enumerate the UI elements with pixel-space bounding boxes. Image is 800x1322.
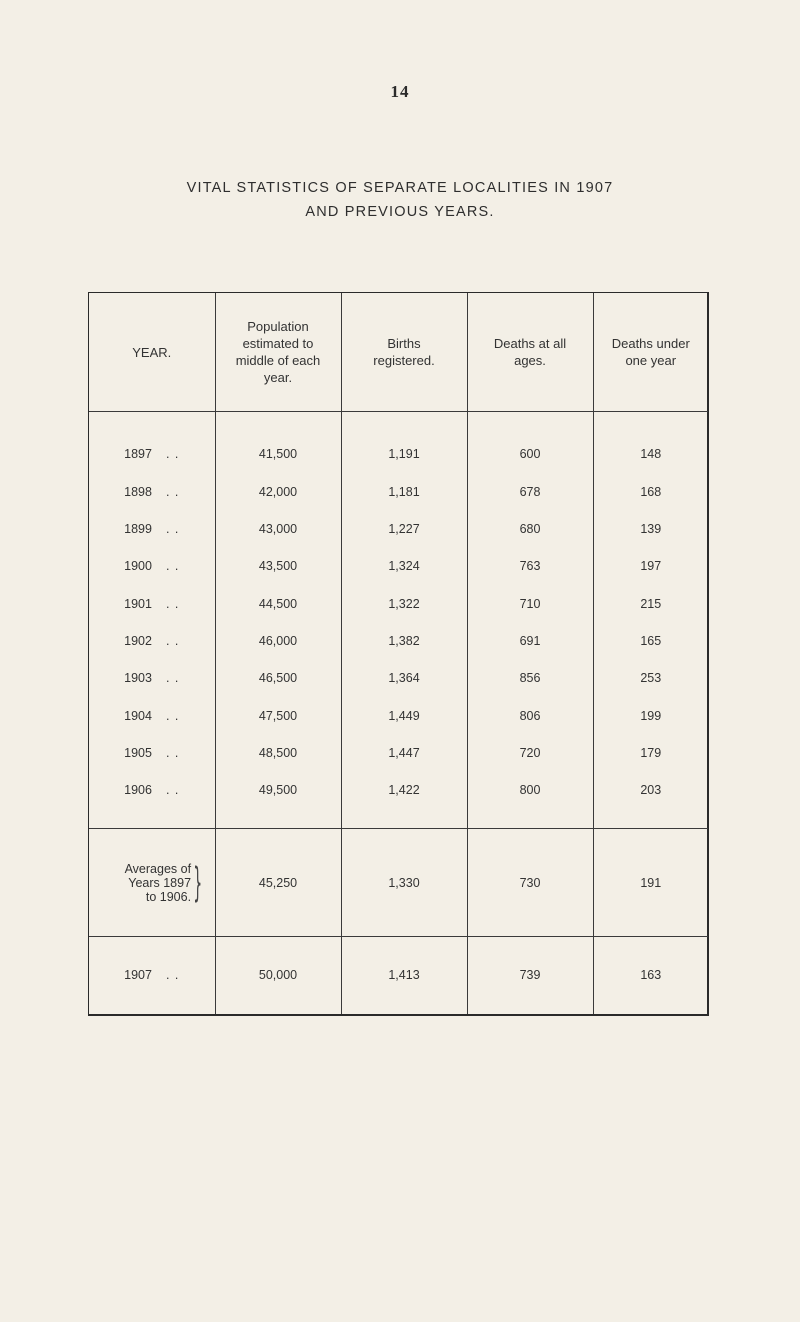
deaths-infant-cell: 163 (593, 936, 708, 1014)
table-row (89, 697, 708, 734)
births-cell: 1,413 (341, 936, 467, 1014)
deaths-all-cell: 710 (467, 585, 593, 622)
deaths-all-cell: 800 (467, 772, 593, 809)
deaths-infant-cell: 253 (593, 660, 708, 697)
year-cell: 1897 . . (124, 447, 180, 462)
deaths-all-cell: 856 (467, 660, 593, 697)
header-deaths-all-ages: Deaths at all ages. (467, 293, 593, 412)
deaths-infant-cell: 179 (593, 734, 708, 771)
title-line-1: VITAL STATISTICS OF SEPARATE LOCALITIES IN 1907 (186, 180, 614, 196)
vital-statistics-table (89, 293, 708, 1014)
table-row (89, 473, 708, 510)
table-row (89, 622, 708, 659)
population-cell: 46,500 (215, 660, 341, 697)
births-cell: 1,191 (341, 436, 467, 473)
table-row (89, 734, 708, 771)
title-line-2: AND PREVIOUS YEARS. (305, 204, 495, 220)
page-number: 14 (390, 82, 410, 101)
avg-population-cell: 45,250 (215, 829, 341, 937)
deaths-infant-cell: 215 (593, 585, 708, 622)
deaths-infant-cell: 199 (593, 697, 708, 734)
avg-deaths-infant-cell: 191 (593, 829, 708, 937)
spacer-row (89, 412, 708, 436)
deaths-infant-cell: 203 (593, 772, 708, 809)
population-cell: 43,000 (215, 510, 341, 547)
table-row (89, 548, 708, 585)
year-cell: 1902 . . (124, 633, 180, 648)
population-cell: 46,000 (215, 622, 341, 659)
deaths-all-cell: 763 (467, 548, 593, 585)
deaths-infant-cell: 165 (593, 622, 708, 659)
births-cell: 1,324 (341, 548, 467, 585)
population-cell: 41,500 (215, 436, 341, 473)
deaths-all-cell: 691 (467, 622, 593, 659)
births-cell: 1,422 (341, 772, 467, 809)
table-row (89, 585, 708, 622)
population-cell: 44,500 (215, 585, 341, 622)
avg-deaths-all-cell: 730 (467, 829, 593, 937)
table-row (89, 660, 708, 697)
averages-label-cell (89, 829, 215, 937)
averages-label: Averages of Years 1897 to 1906. (124, 861, 192, 904)
year-cell: 1898 . . (124, 484, 180, 499)
births-cell: 1,449 (341, 697, 467, 734)
deaths-infant-cell: 139 (593, 510, 708, 547)
current-year-row (89, 936, 708, 1014)
population-cell: 42,000 (215, 473, 341, 510)
header-year: YEAR. (89, 293, 215, 412)
page-title (0, 176, 800, 224)
table-row (89, 510, 708, 547)
year-cell: 1903 . . (124, 671, 180, 686)
deaths-all-cell: 806 (467, 697, 593, 734)
year-cell: 1904 . . (124, 708, 180, 723)
year-cell: 1905 . . (124, 745, 180, 760)
table-row (89, 772, 708, 809)
population-cell: 50,000 (215, 936, 341, 1014)
births-cell: 1,322 (341, 585, 467, 622)
deaths-all-cell: 600 (467, 436, 593, 473)
population-cell: 48,500 (215, 734, 341, 771)
deaths-all-cell: 739 (467, 936, 593, 1014)
population-cell: 47,500 (215, 697, 341, 734)
avg-births-cell: 1,330 (341, 829, 467, 937)
year-cell: 1907 . . (89, 936, 215, 1014)
deaths-infant-cell: 197 (593, 548, 708, 585)
deaths-infant-cell: 168 (593, 473, 708, 510)
header-population: Population estimated to middle of each year. (215, 293, 341, 412)
year-cell: 1900 . . (124, 559, 180, 574)
population-cell: 49,500 (215, 772, 341, 809)
births-cell: 1,227 (341, 510, 467, 547)
births-cell: 1,382 (341, 622, 467, 659)
deaths-all-cell: 680 (467, 510, 593, 547)
births-cell: 1,447 (341, 734, 467, 771)
deaths-all-cell: 720 (467, 734, 593, 771)
averages-row (89, 829, 708, 937)
births-cell: 1,364 (341, 660, 467, 697)
statistics-table-frame (88, 292, 709, 1016)
year-cell: 1901 . . (124, 596, 180, 611)
header-deaths-under-one: Deaths under one year (593, 293, 708, 412)
population-cell: 43,500 (215, 548, 341, 585)
deaths-all-cell: 678 (467, 473, 593, 510)
spacer-row (89, 809, 708, 829)
right-brace-icon: } (193, 859, 203, 906)
table-row (89, 436, 708, 473)
year-cell: 1906 . . (124, 783, 180, 798)
header-births: Births registered. (341, 293, 467, 412)
table-header-row (89, 293, 708, 412)
year-cell: 1899 . . (124, 521, 180, 536)
births-cell: 1,181 (341, 473, 467, 510)
deaths-infant-cell: 148 (593, 436, 708, 473)
